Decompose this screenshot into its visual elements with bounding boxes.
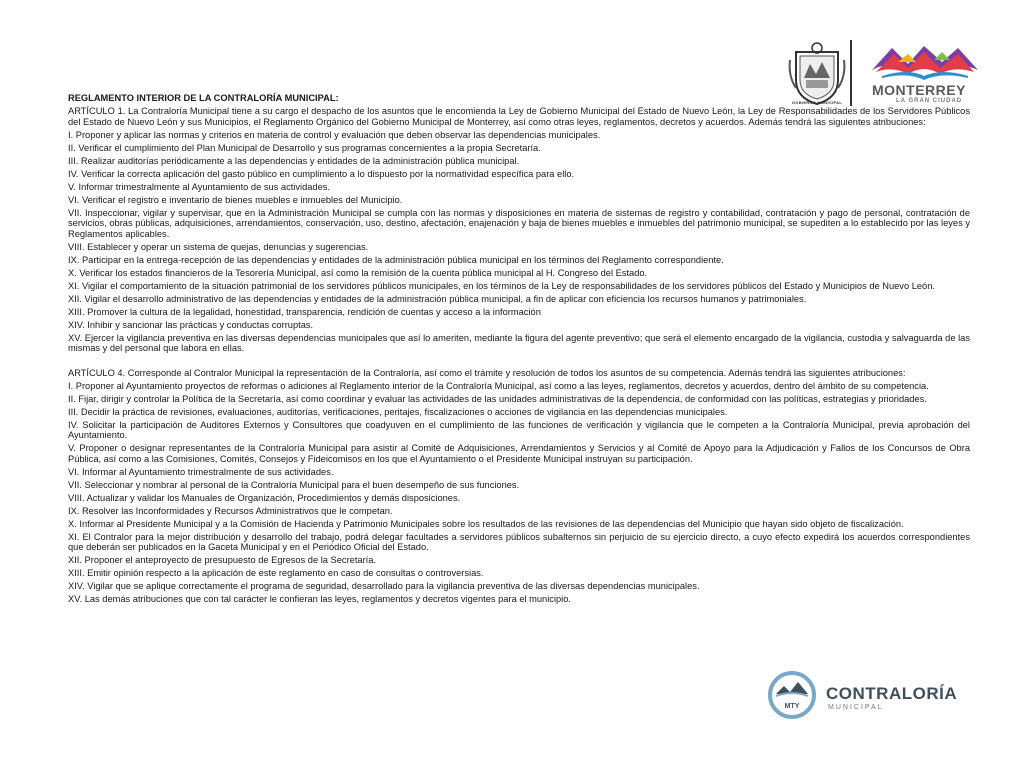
article-1-item: III. Realizar auditorías periódicamente a las dependencias y entidades de la administración pública municipal. bbox=[68, 155, 520, 166]
article-1-item: XIII. Promover la cultura de la legalidad, honestidad, transparencia, rendición de cuentas y acceso a la información bbox=[68, 306, 541, 317]
article-1-item: XII. Vigilar el desarrollo administrativo de las dependencias y entidades de la administración pública municipal, a fin de aplicar con eficiencia los recursos humanos y patrimoniales. bbox=[68, 293, 807, 304]
article-4-item: VIII. Actualizar y validar los Manuales de Organización, Procedimientos y demás disposiciones. bbox=[68, 492, 461, 503]
article-1-item: XI. Vigilar el comportamiento de la situación patrimonial de los servidores públicos municipales, en los términos de la Ley de responsabilidades de los servidores públicos del Estado y Municipios de Nuevo León. bbox=[68, 280, 935, 291]
article-4-item: VII. Seleccionar y nombrar al personal de la Contraloría Municipal para el buen desempeño de sus funciones. bbox=[68, 479, 520, 490]
article-1-item: V. Informar trimestralmente al Ayuntamiento de sus actividades. bbox=[68, 181, 330, 192]
monterrey-name: MONTERREY bbox=[872, 82, 966, 98]
article-4-item: XI. El Contralor para la mejor distribución y desarrollo del trabajo, podrá delegar facultades a servidores públicos subalternos sin perjuicio de su ejercicio directo, a cuyo efecto expedirá los acuerdos correspondientes que deberán ser publicados en la Gaceta Municipal y en el Periódico Oficial del Estado. bbox=[68, 531, 970, 553]
article-1-intro: ARTÍCULO 1. La Contraloría Municipal tiene a su cargo el despacho de los asuntos que le encomienda la Ley de Gobierno Municipal del Estado de Nuevo León, la Ley de Responsabilidades de los Servidores Públicos del Estado de Nuevo León y sus Municipios, el Reglamento Orgánico del Gobierno Municipal de Monterrey, así como otras leyes, reglamentos, decretos y acuerdos. Además tendrá las siguientes atribuciones: bbox=[68, 106, 970, 127]
article-4-item: V. Proponer o designar representantes de la Contraloría Municipal para asistir al Comité de Adquisiciones, Arrendamientos y Servicios y al Comité de Apoyo para la Adjudicación y Fallos de los Concursos de Obra Pública, así como a las Comisiones, Comités, Consejos y Fideicomisos en los que el Ayuntamiento o el Presidente Municipal instruyan su participación. bbox=[68, 443, 970, 464]
article-4-item: XII. Proponer el anteproyecto de presupuesto de Egresos de la Secretaría. bbox=[68, 555, 377, 566]
article-4-item: XIV. Vigilar que se aplique correctamente el programa de seguridad, desarrollado para la vigilancia preventiva de las diversas dependencias municipales. bbox=[68, 581, 700, 592]
article-1-item: XIV. Inhibir y sancionar las prácticas y conductas corruptas. bbox=[68, 319, 314, 330]
document-title: REGLAMENTO INTERIOR DE LA CONTRALORÍA MUNICIPAL: bbox=[68, 93, 339, 103]
article-1-item: VI. Verificar el registro e inventario de bienes muebles e inmuebles del Municipio. bbox=[68, 194, 403, 205]
article-1-item: VIII. Establecer y operar un sistema de quejas, denuncias y sugerencias. bbox=[68, 241, 369, 252]
article-1-item: IV. Verificar la correcta aplicación del gasto público en cumplimiento a lo dispuesto por la normatividad específica para ello. bbox=[68, 168, 575, 179]
contraloria-subtitle: MUNICIPAL bbox=[828, 704, 884, 711]
document-body bbox=[68, 93, 970, 607]
section-gap bbox=[68, 356, 970, 368]
article-1-item: X. Verificar los estados financieros de la Tesorería Municipal, así como la remisión de la cuenta pública municipal al H. Congreso del Estado. bbox=[68, 267, 648, 278]
article-4-item: XIII. Emitir opinión respecto a la aplicación de este reglamento en caso de consultas o controversias. bbox=[68, 568, 484, 579]
article-4-item: XV. Las demás atribuciones que con tal carácter le confieran las leyes, reglamentos y decretos vigentes para el municipio. bbox=[68, 594, 571, 605]
contraloria-badge-text: MTY bbox=[784, 703, 800, 710]
article-4-item: IX. Resolver las Inconformidades y Recursos Administrativos que le competan. bbox=[68, 505, 393, 516]
article-1-item: IX. Participar en la entrega-recepción de las dependencias y entidades de la administración pública municipal en los términos del Reglamento correspondiente. bbox=[68, 254, 724, 265]
article-1-item: XV. Ejercer la vigilancia preventiva en las diversas dependencias municipales que así lo ameriten, mediante la figura del agente preventivo; que será el elemento encargado de la vigilancia, custodia y salvaguarda de las mismas y del personal que labora en ellas. bbox=[68, 332, 970, 354]
article-1-item: II. Verificar el cumplimiento del Plan Municipal de Desarrollo y sus programas concernientes a la propia Secretaría. bbox=[68, 142, 541, 153]
article-4-intro: ARTÍCULO 4. Corresponde al Contralor Municipal la representación de la Contraloría, así como el trámite y resolución de todos los asuntos de su competencia. Además tendrá las siguientes atribuciones: bbox=[68, 368, 906, 379]
article-4-item: II. Fijar, dirigir y controlar la Política de la Secretaría, así como coordinar y evaluar las actividades de las unidades administrativas de la dependencia, de conformidad con las políticas, estrategias y prioridades. bbox=[68, 394, 927, 405]
article-1-item: VII. Inspeccionar, vigilar y supervisar, que en la Administración Municipal se cumpla con las normas y disposiciones en materia de sistemas de registro y contabilidad, contratación y pago de personal, contratación de servicios, obras públicas, adquisiciones, arrendamientos, conservación, uso, destino, afectación, enajenación y baja de bienes muebles e inmuebles del patrimonio municipal, se supediten a lo establecido por las leyes y Reglamentos aplicables. bbox=[68, 207, 970, 239]
gov-caption: GOBIERNO MUNICIPAL bbox=[791, 100, 843, 105]
article-1-item: I. Proponer y aplicar las normas y criterios en materia de control y evaluación que deben observar las dependencias municipales. bbox=[68, 129, 601, 140]
article-4-item: VI. Informar al Ayuntamiento trimestralmente de sus actividades. bbox=[68, 466, 334, 477]
article-4-item: IV. Solicitar la participación de Auditores Externos y Consultores que coadyuven en el cumplimiento de las funciones de verificación y vigilancia que le competen a la Contraloría Municipal, previa aprobación del Ayuntamiento. bbox=[68, 420, 970, 441]
contraloria-name: CONTRALORÍA bbox=[826, 684, 958, 703]
article-4-item: I. Proponer al Ayuntamiento proyectos de reformas o adiciones al Reglamento interior de la Contraloría Municipal, así como a las leyes, reglamentos, decretos y acuerdos, dentro del ámbito de su competencia. bbox=[68, 381, 929, 392]
contraloria-logo-icon bbox=[762, 670, 822, 720]
monterrey-tagline: LA GRAN CIUDAD bbox=[896, 98, 963, 104]
article-4-item: X. Informar al Presidente Municipal y a la Comisión de Hacienda y Patrimonio Municipales sobre los resultados de las revisiones de las dependencias del Municipio que hayan sido objeto de fiscalización. bbox=[68, 518, 904, 529]
article-4-item: III. Decidir la práctica de revisiones, evaluaciones, auditorías, verificaciones, peritajes, fiscalizaciones o acciones de vigilancia en las dependencias municipales. bbox=[68, 407, 728, 418]
